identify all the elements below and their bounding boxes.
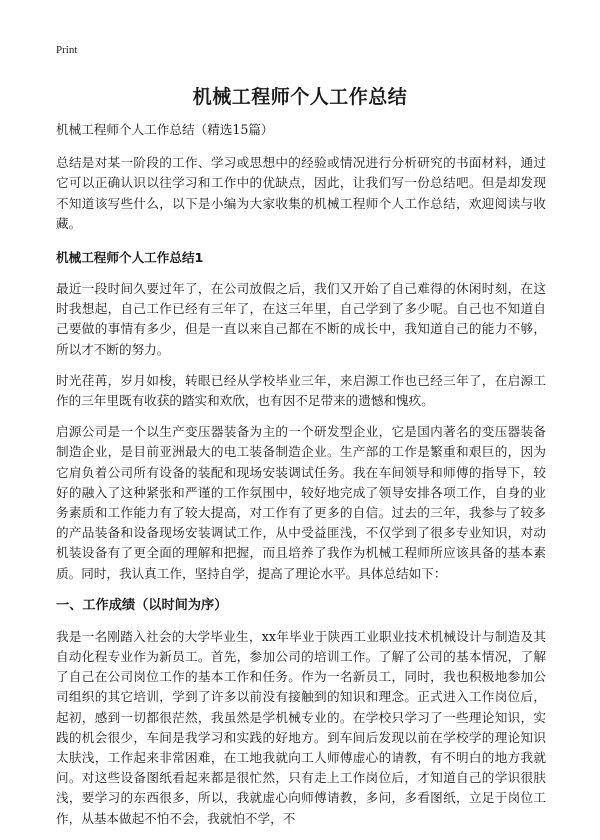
- paragraph: 最近一段时间久要过年了，在公司放假之后，我们又开始了自己难得的休闲时刻，在这时我想起，自己工作已经有三年了，在这三年里，自己学到了多少呢。自己也不知道自己要做的事情有多少，但是一直以来自己都在不断的成长中，我知道自己的能力不够，所以才不断的努力。: [56, 281, 546, 357]
- paragraph: 启源公司是一个以生产变压器装备为主的一个研发型企业，它是国内著名的变压器装备制造企业，是目前亚洲最大的电工装备制造企业。生产部的工作是繁重和艰巨的，因为它肩负着公司所有设备的装配和现场安装调试任务。我在车间领导和师傅的指导下，较好的融入了这种紧张和严谨的工作氛围中，较好地完成了领导安排各项工作，自身的业务素质和工作能力有了较大提高，对工作有了更多的自信。过去的三年，我参与了较多的产品装备和设备现场安装调试工作，从中受益匪浅，不仅学到了很多专业知识，对动机装设备有了更全面的理解和把握，而且培养了我作为机械工程师所应该具备的基本素质。同时，我认真工作，坚持自学，提高了理论水平。具体总结如下：: [56, 424, 546, 581]
- paragraph: 我是一名刚踏入社会的大学毕业生，xx年毕业于陕西工业职业技术机械设计与制造及其自动化程专业作为新员工。首先，参加公司的培训工作。了解了公司的基本情况，了解了自己在公司岗位工作的基本工作和任务。作为一名新员工，同时，我也积极地参加公司组织的其它培训，学到了许多以前没有接触到的知识和理念。正式进入工作岗位后，起初，感到一切都很茫然，我虽然是学机械专业的。在学校只学习了一些理论知识，实践的机会很少，车间是我学习和实践的好地方。到车间后发现以前在学校学的理论知识太肤浅，工作起来非常困难，在工地我就向工人师傅虚心的请教，有不明白的地方我就问。对这些设备图纸看起来都是很忙然，只有走上工作岗位后，才知道自己的学识很肤浅，要学习的东西很多，所以，我就虚心向师傅请教，多问，多看图纸，立足于岗位工作，从基本做起不怕不会，我就怕不学，不: [56, 628, 546, 826]
- document-subtitle: 机械工程师个人工作总结（精选15篇）: [56, 122, 274, 137]
- article-heading: 机械工程师个人工作总结1: [56, 250, 204, 266]
- intro-paragraph: 总结是对某一阶段的工作、学习或思想中的经验或情况进行分析研究的书面材料，通过它可以正确认识以往学习和工作中的优缺点，因此，让我们写一份总结吧。但是却发现不知道该写些什么，以下是小编为大家收集的机械工程师个人工作总结，欢迎阅读与收藏。: [56, 155, 546, 231]
- page-title: 机械工程师个人工作总结: [192, 86, 408, 108]
- print-link[interactable]: Print: [56, 44, 78, 56]
- document-body: [56, 120, 546, 840]
- section-heading: 一、工作成绩（以时间为序）: [56, 597, 228, 613]
- paragraph: 时光荏苒，岁月如梭，转眼已经从学校毕业三年，来启源工作也已经三年了，在启源工作的三年里既有收获的踏实和欢欣，也有因不足带来的遗憾和愧疚。: [56, 372, 546, 409]
